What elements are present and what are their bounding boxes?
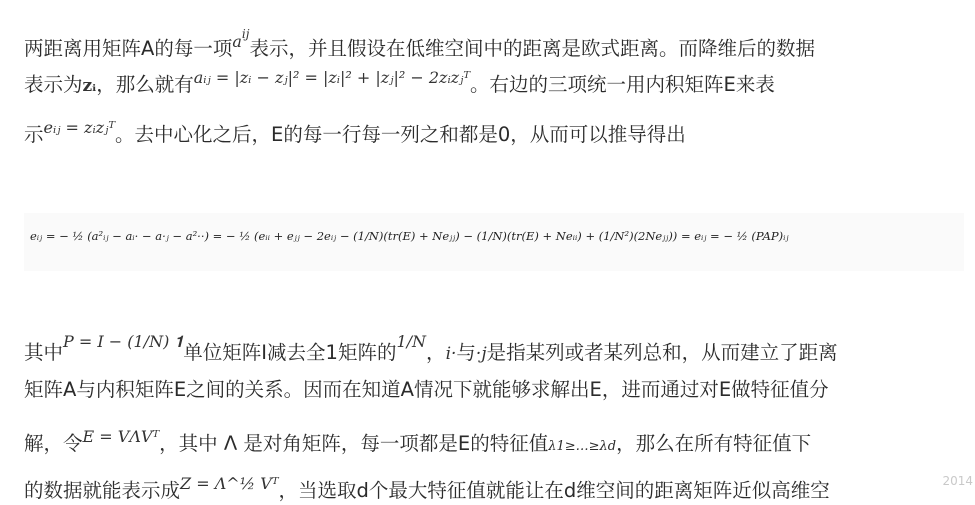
watermark: 2014 (942, 474, 973, 488)
text: ，其中 Λ 是对角矩阵，每一项都是E的特征值 (159, 432, 549, 455)
paragraph-line-7 (24, 470, 967, 505)
math-z-embedding: Z = Λ^½ Vᵀ (180, 474, 279, 493)
paragraph-line-2 (24, 64, 967, 100)
math-z-i: zᵢ (82, 76, 97, 96)
math-i-dot: i· (445, 344, 457, 364)
text: 的数据就能表示成 (24, 479, 181, 502)
text: 矩阵A与内积矩阵E之间的关系。因而在知道A情况下就能够求解出E，进而通过对E做特征值分 (24, 378, 829, 401)
text: ， (426, 341, 446, 364)
text: 其中 (24, 341, 64, 364)
math-e-ij: eᵢⱼ = zᵢzⱼᵀ (43, 118, 116, 137)
text: 。右边的三项统一用内积矩阵E来表 (470, 73, 775, 96)
text: 表示，并且假设在低维空间中的距离是欧式距离。而降维后的数据 (249, 37, 815, 60)
paragraph-line-4 (24, 328, 967, 368)
paragraph-line-1 (24, 20, 967, 63)
text: ，那么就有 (96, 73, 194, 96)
paragraph-line-6 (24, 423, 967, 461)
math-dot-j: ·j (475, 344, 487, 364)
text: 单位矩阵I减去全1矩阵的 (183, 341, 397, 364)
math-subscript: ij (241, 27, 250, 41)
paragraph-line-3 (24, 114, 967, 149)
text: 解，令 (24, 432, 83, 455)
text: 两距离用矩阵A的每一项 (24, 37, 233, 60)
math-one-over-n: 1/N (396, 332, 427, 351)
text: 示 (24, 123, 44, 146)
text: 。去中心化之后，E的每一行每一列之和都是0，从而可以推导得出 (115, 123, 686, 146)
math-p-definition: P = I − (1/N) 𝟏 (63, 332, 184, 351)
text: 与 (456, 341, 476, 364)
text: ，当选取d个最大特征值就能让在d维空间的距离矩阵近似高维空 (278, 479, 830, 502)
text: 表示为 (24, 73, 83, 96)
text: ，那么在所有特征值下 (616, 432, 812, 455)
text: 是指某列或者某列总和，从而建立了距离 (486, 341, 838, 364)
math-distance-expansion: aᵢⱼ = |zᵢ − zⱼ|² = |zᵢ|² + |zⱼ|² − 2zᵢzⱼᵀ (193, 68, 471, 87)
centering-formula: eᵢⱼ = − ½ (a²ᵢⱼ − aᵢ· − a·ⱼ − a²··) = − ½ (eᵢᵢ + eⱼⱼ − 2eᵢⱼ − (1/N)(tr(E) + Neⱼⱼ) − (1/N)(tr(E) + Neᵢᵢ) + (1/N²)(2Neⱼⱼ)) = eᵢⱼ = − ½ (PAP)ᵢⱼ (30, 229, 789, 243)
math-eigenvalues: λ1≥…≥λd (548, 439, 617, 454)
paragraph-line-5 (24, 376, 967, 404)
math-a: aij (232, 27, 250, 51)
math-eigendecomposition: E = VΛVᵀ (82, 427, 160, 446)
